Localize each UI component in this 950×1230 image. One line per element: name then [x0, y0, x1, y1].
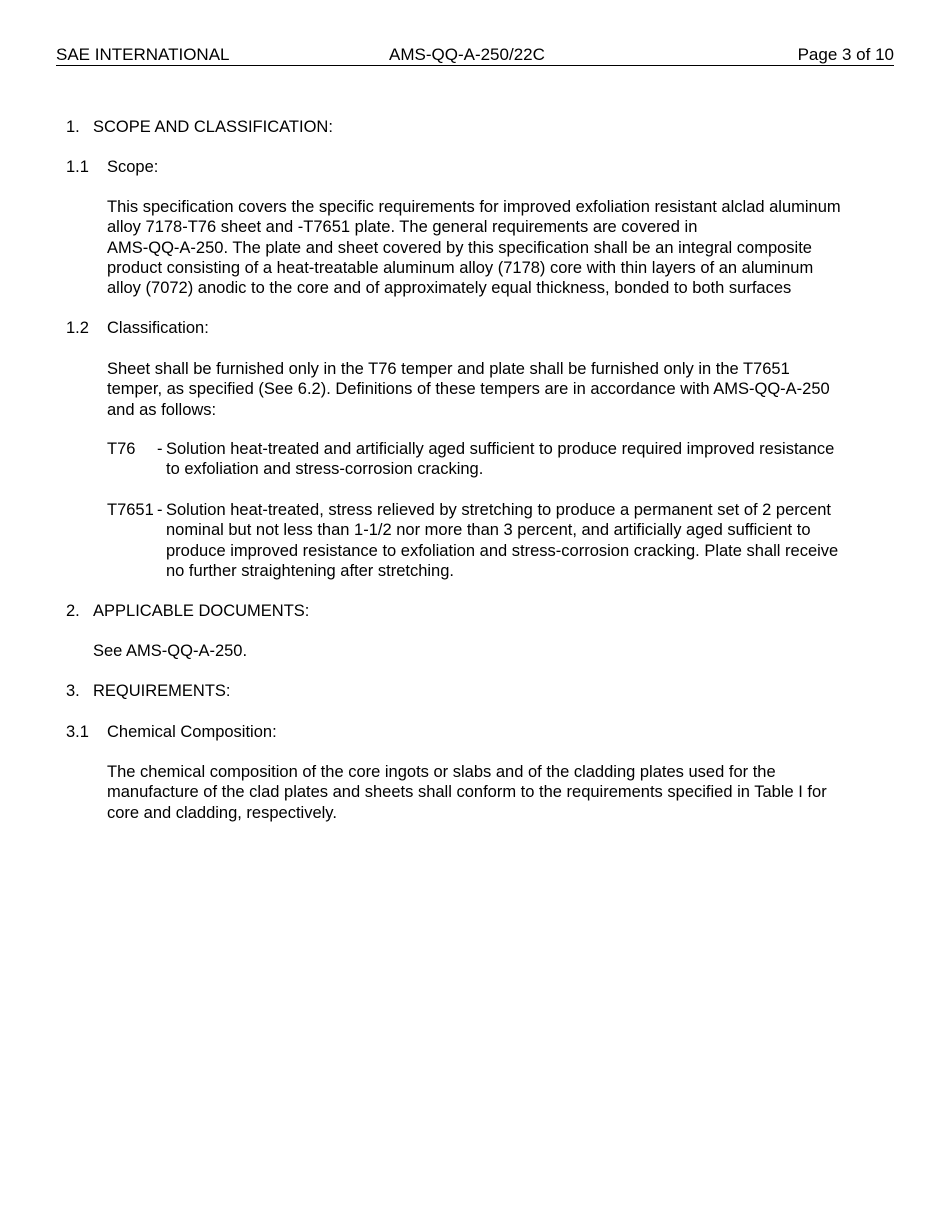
- paragraph-line: alloy (7072) anodic to the core and of approximately equal thickness, bonded to both surfaces: [107, 279, 792, 298]
- section-1-title: SCOPE AND CLASSIFICATION:: [93, 118, 333, 136]
- temper-dash: -: [157, 501, 163, 519]
- temper-description: [166, 439, 834, 480]
- section-3-1-number: 3.1: [66, 723, 89, 741]
- header-doc-id: AMS-QQ-A-250/22C: [389, 45, 545, 64]
- section-1-1-paragraph: [107, 197, 841, 298]
- section-1-number: 1.: [66, 118, 80, 136]
- paragraph-line: Sheet shall be furnished only in the T76 temper and plate shall be furnished only in the T7651: [107, 360, 790, 378]
- temper-code: T76: [107, 440, 136, 458]
- section-3-1-paragraph: [107, 762, 827, 823]
- paragraph-line: nominal but not less than 1-1/2 nor more than 3 percent, and artificially aged sufficient to: [166, 521, 811, 540]
- section-2-paragraph: See AMS-QQ-A-250.: [93, 642, 248, 660]
- section-3-1-title: Chemical Composition:: [107, 723, 277, 741]
- section-1-2-number: 1.2: [66, 319, 89, 337]
- section-2-number: 2.: [66, 602, 80, 620]
- paragraph-line: to exfoliation and stress-corrosion cracking.: [166, 460, 484, 479]
- paragraph-line: Solution heat-treated and artificially aged sufficient to produce required improved resistance: [166, 440, 835, 458]
- paragraph-line: produce improved resistance to exfoliation and stress-corrosion cracking. Plate shall receive: [166, 541, 839, 560]
- paragraph-line: manufacture of the clad plates and sheets shall conform to the requirements specified in Table I for: [107, 783, 827, 802]
- section-1-1-number: 1.1: [66, 158, 89, 176]
- section-1-1-title: Scope:: [107, 158, 159, 176]
- section-3-number: 3.: [66, 682, 80, 700]
- section-1-2-title: Classification:: [107, 319, 209, 337]
- section-1-2-paragraph: [107, 359, 830, 420]
- temper-description: [166, 500, 838, 581]
- paragraph-line: product consisting of a heat-treatable aluminum alloy (7178) core with thin layers of an aluminum: [107, 258, 814, 277]
- page-header: [56, 45, 894, 66]
- paragraph-line: The chemical composition of the core ingots or slabs and of the cladding plates used for the: [107, 763, 776, 781]
- paragraph-line: no further straightening after stretching.: [166, 561, 454, 580]
- paragraph-line: alloy 7178-T76 sheet and -T7651 plate. The general requirements are covered in: [107, 218, 698, 237]
- header-page-number: Page 3 of 10: [797, 45, 894, 64]
- temper-code: T7651: [107, 501, 154, 519]
- paragraph-line: This specification covers the specific requirements for improved exfoliation resistant alclad aluminum: [107, 198, 841, 216]
- header-org: SAE INTERNATIONAL: [56, 45, 230, 64]
- paragraph-line: Solution heat-treated, stress relieved by stretching to produce a permanent set of 2 percent: [166, 501, 831, 519]
- section-3-title: REQUIREMENTS:: [93, 682, 231, 700]
- paragraph-line: temper, as specified (See 6.2). Definitions of these tempers are in accordance with AMS-QQ-A-250: [107, 380, 830, 399]
- paragraph-line: and as follows:: [107, 400, 217, 419]
- temper-dash: -: [157, 440, 163, 458]
- paragraph-line: AMS-QQ-A-250. The plate and sheet covered by this specification shall be an integral composite: [107, 238, 812, 257]
- section-2-title: APPLICABLE DOCUMENTS:: [93, 602, 310, 620]
- paragraph-line: core and cladding, respectively.: [107, 803, 337, 822]
